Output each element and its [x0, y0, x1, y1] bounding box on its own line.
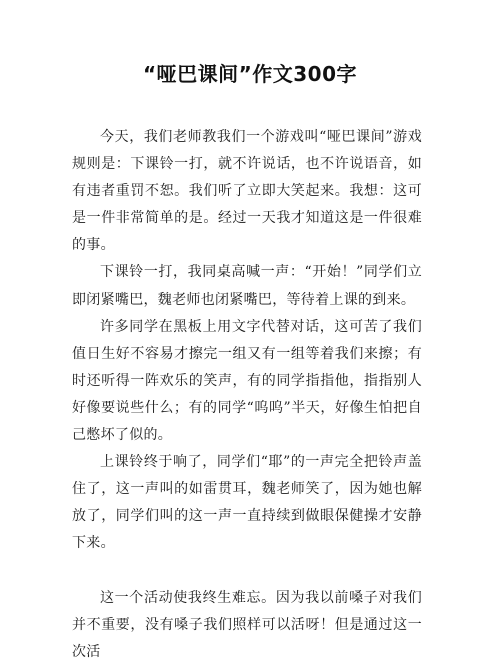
paragraph-5: 这一个活动使我终生难忘。因为我以前嗓子对我们并不重要，没有嗓子我们照样可以活呀！但是通过这一次活 — [72, 589, 422, 660]
paragraph-3: 许多同学在黑板上用文字代替对话，这可苦了我们值日生好不容易才擦完一组又有一组等着我们来擦；有时还听得一阵欢乐的笑声，有的同学指指他，指指别人好像要说些什么；有的同学“呜呜”半天，好像生怕把自己憋坏了似的。 — [72, 318, 422, 444]
paragraph-1: 今天，我们老师教我们一个游戏叫“哑巴课间”游戏规则是：下课铃一打，就不许说话，也不许说语音，如有违者重罚不恕。我们听了立即大笑起来。我想：这可是一件非常简单的是。经过一天我才知道这是一件很难的事。 — [72, 129, 422, 254]
essay-body — [72, 124, 422, 666]
paragraph-2: 下课铃一打，我同桌高喊一声：“开始！”同学们立即闭紧嘴巴，魏老师也闭紧嘴巴，等待着上课的到来。 — [72, 264, 422, 308]
paragraph-4: 上课铃终于响了，同学们“耶”的一声完全把铃声盖住了，这一声叫的如雷贯耳，魏老师笑了，因为她也解放了，同学们叫的这一声一直持续到做眼保健操才安静下来。 — [72, 454, 422, 552]
essay-title: “哑巴课间”作文300字 — [142, 62, 358, 86]
